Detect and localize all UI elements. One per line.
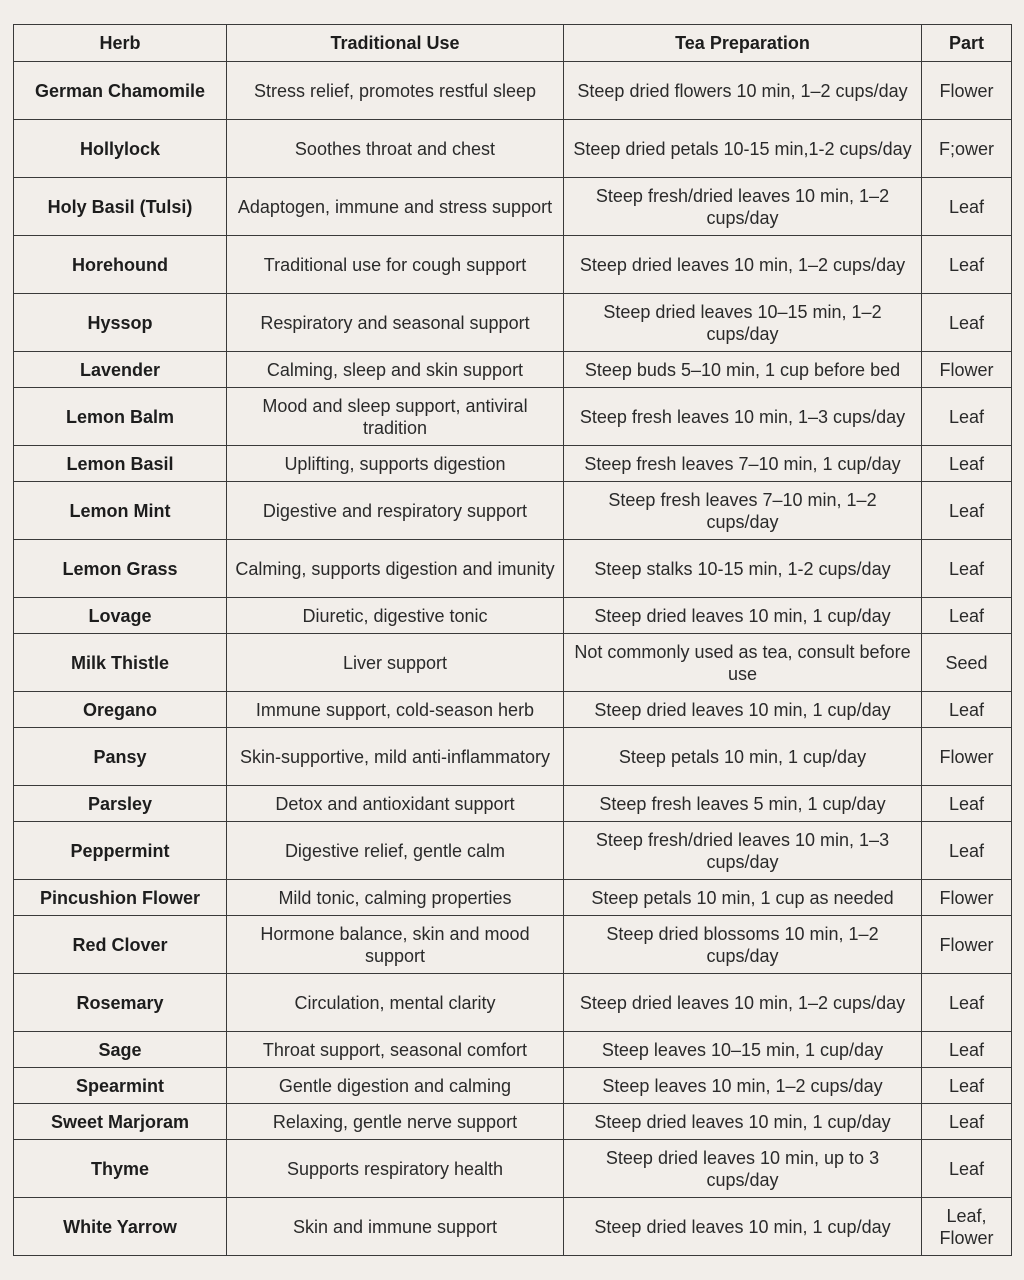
- tea-preparation-cell: Steep buds 5–10 min, 1 cup before bed: [564, 352, 922, 388]
- tea-preparation-cell: Steep dried leaves 10 min, up to 3 cups/day: [564, 1140, 922, 1198]
- plant-part-cell: Leaf: [922, 1104, 1012, 1140]
- tea-preparation-cell: Steep dried blossoms 10 min, 1–2 cups/day: [564, 916, 922, 974]
- tea-preparation-cell: Steep fresh leaves 10 min, 1–3 cups/day: [564, 388, 922, 446]
- herb-name-cell: White Yarrow: [14, 1198, 227, 1256]
- plant-part-cell: Flower: [922, 880, 1012, 916]
- tea-preparation-cell: Not commonly used as tea, consult before use: [564, 634, 922, 692]
- tea-preparation-cell: Steep fresh/dried leaves 10 min, 1–2 cups/day: [564, 178, 922, 236]
- plant-part-cell: Leaf: [922, 1140, 1012, 1198]
- tea-preparation-cell: Steep leaves 10–15 min, 1 cup/day: [564, 1032, 922, 1068]
- tea-preparation-cell: Steep dried leaves 10 min, 1–2 cups/day: [564, 974, 922, 1032]
- table-row: [14, 1140, 1012, 1198]
- plant-part-cell: Leaf: [922, 1032, 1012, 1068]
- herb-name-cell: Parsley: [14, 786, 227, 822]
- traditional-use-cell: Mood and sleep support, antiviral tradition: [227, 388, 564, 446]
- herb-name-cell: Lemon Grass: [14, 540, 227, 598]
- table-row: [14, 120, 1012, 178]
- herb-name-cell: Sage: [14, 1032, 227, 1068]
- traditional-use-cell: Calming, supports digestion and imunity: [227, 540, 564, 598]
- tea-preparation-cell: Steep dried petals 10-15 min,1-2 cups/day: [564, 120, 922, 178]
- plant-part-cell: Seed: [922, 634, 1012, 692]
- table-row: [14, 786, 1012, 822]
- tea-preparation-cell: Steep fresh leaves 5 min, 1 cup/day: [564, 786, 922, 822]
- table-row: [14, 1068, 1012, 1104]
- tea-preparation-cell: Steep dried flowers 10 min, 1–2 cups/day: [564, 62, 922, 120]
- traditional-use-cell: Gentle digestion and calming: [227, 1068, 564, 1104]
- traditional-use-cell: Relaxing, gentle nerve support: [227, 1104, 564, 1140]
- table-row: [14, 1198, 1012, 1256]
- traditional-use-cell: Throat support, seasonal comfort: [227, 1032, 564, 1068]
- plant-part-cell: Leaf: [922, 482, 1012, 540]
- herb-name-cell: German Chamomile: [14, 62, 227, 120]
- header-herb: Herb: [14, 25, 227, 62]
- herb-name-cell: Pansy: [14, 728, 227, 786]
- herb-tea-table-container: [13, 24, 1011, 1256]
- tea-preparation-cell: Steep dried leaves 10 min, 1–2 cups/day: [564, 236, 922, 294]
- plant-part-cell: Leaf: [922, 446, 1012, 482]
- traditional-use-cell: Traditional use for cough support: [227, 236, 564, 294]
- traditional-use-cell: Immune support, cold-season herb: [227, 692, 564, 728]
- herb-name-cell: Oregano: [14, 692, 227, 728]
- table-row: [14, 728, 1012, 786]
- herb-tea-table: [13, 24, 1012, 1256]
- plant-part-cell: Leaf: [922, 1068, 1012, 1104]
- table-row: [14, 446, 1012, 482]
- plant-part-cell: Flower: [922, 62, 1012, 120]
- tea-preparation-cell: Steep petals 10 min, 1 cup/day: [564, 728, 922, 786]
- tea-preparation-cell: Steep dried leaves 10 min, 1 cup/day: [564, 1198, 922, 1256]
- table-row: [14, 598, 1012, 634]
- plant-part-cell: Leaf: [922, 692, 1012, 728]
- traditional-use-cell: Uplifting, supports digestion: [227, 446, 564, 482]
- traditional-use-cell: Skin and immune support: [227, 1198, 564, 1256]
- plant-part-cell: Flower: [922, 352, 1012, 388]
- tea-preparation-cell: Steep fresh leaves 7–10 min, 1–2 cups/day: [564, 482, 922, 540]
- table-row: [14, 482, 1012, 540]
- traditional-use-cell: Skin-supportive, mild anti-inflammatory: [227, 728, 564, 786]
- tea-preparation-cell: Steep dried leaves 10–15 min, 1–2 cups/day: [564, 294, 922, 352]
- plant-part-cell: Leaf: [922, 822, 1012, 880]
- herb-name-cell: Thyme: [14, 1140, 227, 1198]
- table-row: [14, 974, 1012, 1032]
- tea-preparation-cell: Steep leaves 10 min, 1–2 cups/day: [564, 1068, 922, 1104]
- table-row: [14, 1104, 1012, 1140]
- table-row: [14, 294, 1012, 352]
- herb-name-cell: Sweet Marjoram: [14, 1104, 227, 1140]
- table-row: [14, 388, 1012, 446]
- herb-name-cell: Spearmint: [14, 1068, 227, 1104]
- traditional-use-cell: Detox and antioxidant support: [227, 786, 564, 822]
- table-row: [14, 1032, 1012, 1068]
- plant-part-cell: Leaf: [922, 178, 1012, 236]
- plant-part-cell: Leaf: [922, 598, 1012, 634]
- traditional-use-cell: Stress relief, promotes restful sleep: [227, 62, 564, 120]
- tea-preparation-cell: Steep fresh leaves 7–10 min, 1 cup/day: [564, 446, 922, 482]
- tea-preparation-cell: Steep dried leaves 10 min, 1 cup/day: [564, 598, 922, 634]
- traditional-use-cell: Digestive and respiratory support: [227, 482, 564, 540]
- tea-preparation-cell: Steep stalks 10-15 min, 1-2 cups/day: [564, 540, 922, 598]
- herb-name-cell: Lemon Mint: [14, 482, 227, 540]
- traditional-use-cell: Supports respiratory health: [227, 1140, 564, 1198]
- tea-preparation-cell: Steep dried leaves 10 min, 1 cup/day: [564, 1104, 922, 1140]
- traditional-use-cell: Mild tonic, calming properties: [227, 880, 564, 916]
- herb-name-cell: Rosemary: [14, 974, 227, 1032]
- table-row: [14, 178, 1012, 236]
- tea-preparation-cell: Steep dried leaves 10 min, 1 cup/day: [564, 692, 922, 728]
- plant-part-cell: Leaf, Flower: [922, 1198, 1012, 1256]
- herb-name-cell: Hyssop: [14, 294, 227, 352]
- herb-name-cell: Red Clover: [14, 916, 227, 974]
- traditional-use-cell: Circulation, mental clarity: [227, 974, 564, 1032]
- traditional-use-cell: Calming, sleep and skin support: [227, 352, 564, 388]
- header-tea-preparation: Tea Preparation: [564, 25, 922, 62]
- traditional-use-cell: Diuretic, digestive tonic: [227, 598, 564, 634]
- plant-part-cell: Flower: [922, 728, 1012, 786]
- table-row: [14, 540, 1012, 598]
- plant-part-cell: Flower: [922, 916, 1012, 974]
- herb-name-cell: Peppermint: [14, 822, 227, 880]
- herb-name-cell: Lemon Basil: [14, 446, 227, 482]
- traditional-use-cell: Soothes throat and chest: [227, 120, 564, 178]
- herb-name-cell: Milk Thistle: [14, 634, 227, 692]
- plant-part-cell: F;ower: [922, 120, 1012, 178]
- table-row: [14, 634, 1012, 692]
- plant-part-cell: Leaf: [922, 786, 1012, 822]
- traditional-use-cell: Liver support: [227, 634, 564, 692]
- herb-name-cell: Hollylock: [14, 120, 227, 178]
- traditional-use-cell: Respiratory and seasonal support: [227, 294, 564, 352]
- traditional-use-cell: Digestive relief, gentle calm: [227, 822, 564, 880]
- herb-name-cell: Lemon Balm: [14, 388, 227, 446]
- header-traditional-use: Traditional Use: [227, 25, 564, 62]
- table-row: [14, 822, 1012, 880]
- header-part: Part: [922, 25, 1012, 62]
- herb-name-cell: Horehound: [14, 236, 227, 294]
- tea-preparation-cell: Steep petals 10 min, 1 cup as needed: [564, 880, 922, 916]
- plant-part-cell: Leaf: [922, 540, 1012, 598]
- herb-name-cell: Holy Basil (Tulsi): [14, 178, 227, 236]
- herb-name-cell: Lovage: [14, 598, 227, 634]
- table-row: [14, 352, 1012, 388]
- plant-part-cell: Leaf: [922, 974, 1012, 1032]
- herb-name-cell: Pincushion Flower: [14, 880, 227, 916]
- traditional-use-cell: Hormone balance, skin and mood support: [227, 916, 564, 974]
- plant-part-cell: Leaf: [922, 388, 1012, 446]
- table-row: [14, 692, 1012, 728]
- herb-name-cell: Lavender: [14, 352, 227, 388]
- traditional-use-cell: Adaptogen, immune and stress support: [227, 178, 564, 236]
- table-row: [14, 916, 1012, 974]
- plant-part-cell: Leaf: [922, 236, 1012, 294]
- table-row: [14, 880, 1012, 916]
- tea-preparation-cell: Steep fresh/dried leaves 10 min, 1–3 cups/day: [564, 822, 922, 880]
- table-row: [14, 236, 1012, 294]
- table-header-row: [14, 25, 1012, 62]
- plant-part-cell: Leaf: [922, 294, 1012, 352]
- table-row: [14, 62, 1012, 120]
